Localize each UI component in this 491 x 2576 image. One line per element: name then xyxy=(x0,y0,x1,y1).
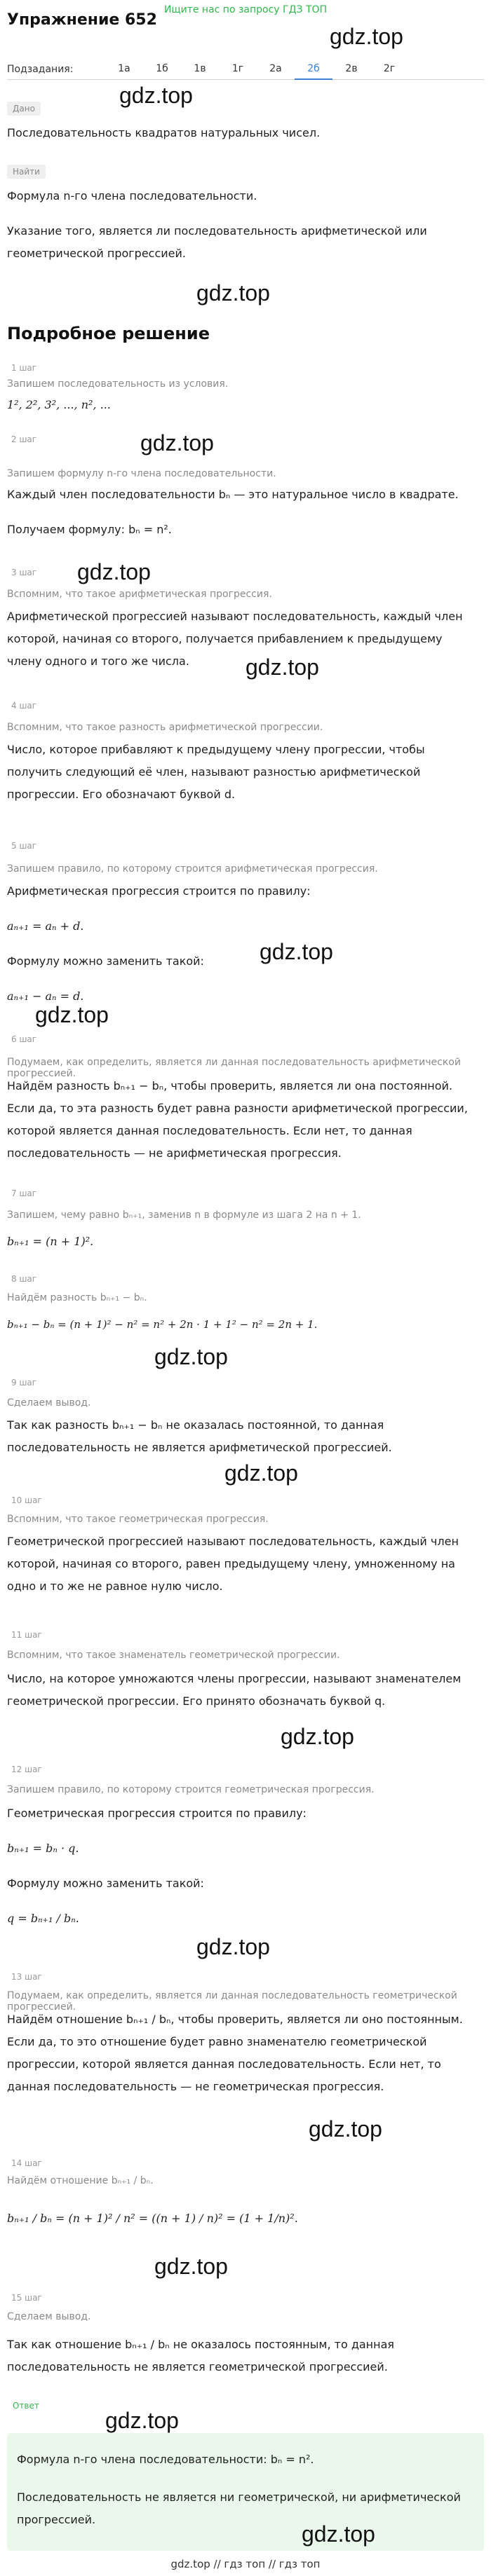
step-note: Запишем правило, по которому строится геометрическая прогрессия. xyxy=(7,1784,375,1795)
step-body: bₙ₊₁ − bₙ = (n + 1)² − n² = n² + 2n · 1 + 1² − n² = 2n + 1. xyxy=(7,1318,318,1331)
step-note: Запишем последовательность из условия. xyxy=(7,378,229,390)
step-number: 5 шаг xyxy=(11,841,37,851)
step-number: 9 шаг xyxy=(11,1378,37,1388)
given-text: Последовательность квадратов натуральных чисел. xyxy=(7,126,321,139)
watermark: gdz.top xyxy=(260,939,333,964)
step-body: Формулу можно заменить такой: xyxy=(7,954,204,968)
step-body: Найдём отношение bₙ₊₁ / bₙ, чтобы проверить, является ли оно постоянным. Если да, то это отношение будет равно знаменателю геометрической прогрессии, которой является данная последовательность. Если нет, то данная последовательность — не геометрическая прогрессия. xyxy=(7,2013,463,2093)
step-body: aₙ₊₁ − aₙ = d. xyxy=(7,989,84,1003)
step-body: 1², 2², 3², ..., n², ... xyxy=(7,398,111,411)
step-note: Подумаем, как определить, является ли данная последовательность арифметической прогрессией. xyxy=(7,1057,461,1079)
step-note: Найдём отношение bₙ₊₁ / bₙ. xyxy=(7,2175,154,2186)
step-note: Вспомним, что такое геометрическая прогрессия. xyxy=(7,1514,269,1525)
watermark: gdz.top xyxy=(154,2254,228,2279)
step-body: Арифметической прогрессией называют последовательность, каждый член которой, начиная со второго, получается прибавлением к предыдущему члену одного и того же числа. xyxy=(7,610,463,668)
step-number: 8 шаг xyxy=(11,1274,37,1284)
watermark: gdz.top xyxy=(35,1002,109,1027)
watermark: gdz.top xyxy=(140,430,214,455)
watermark: gdz.top xyxy=(196,280,270,306)
step-body: Каждый член последовательности bₙ — это натуральное число в квадрате. xyxy=(7,488,459,501)
step-body: Число, на которое умножаются члены прогрессии, называют знаменателем геометрической прогрессии. Его принято обозначать буквой q. xyxy=(7,1672,462,1708)
step-body: Геометрическая прогрессия строится по правилу: xyxy=(7,1807,307,1820)
step-note: Запишем формулу n-го члена последовательности. xyxy=(7,468,276,479)
step-body: bₙ₊₁ / bₙ = (n + 1)² / n² = ((n + 1) / n)² = (1 + 1/n)². xyxy=(7,2212,298,2225)
step-body: aₙ₊₁ = aₙ + d. xyxy=(7,919,84,933)
tab-2v[interactable]: 2в xyxy=(345,62,358,74)
solution-title: Подробное решение xyxy=(7,324,210,343)
step-note: Сделаем вывод. xyxy=(7,1397,91,1409)
subtask-tabs xyxy=(7,59,484,80)
step-number: 14 шаг xyxy=(11,2158,42,2168)
step-note: Запишем, чему равно bₙ₊₁, заменив n в формуле из шага 2 на n + 1. xyxy=(7,1210,361,1221)
step-note: Найдём разность bₙ₊₁ − bₙ. xyxy=(7,1292,147,1303)
step-number: 12 шаг xyxy=(11,1765,42,1774)
step-note: Запишем правило, по которому строится арифметическая прогрессия. xyxy=(7,863,378,875)
watermark: gdz.top xyxy=(302,2521,375,2547)
step-body: Получаем формулу: bₙ = n². xyxy=(7,523,172,536)
tab-1v[interactable]: 1в xyxy=(194,62,206,74)
given-label: Дано xyxy=(7,104,41,114)
step-note: Вспомним, что такое знаменатель геометрической прогрессии. xyxy=(7,1650,340,1661)
tab-1g[interactable]: 1г xyxy=(231,62,244,74)
step-note: Сделаем вывод. xyxy=(7,2311,91,2322)
watermark: gdz.top xyxy=(330,24,403,49)
watermark: gdz.top xyxy=(196,1934,270,1959)
step-number: 10 шаг xyxy=(11,1495,42,1505)
watermark: gdz.top xyxy=(105,2408,179,2433)
tab-2g[interactable]: 2г xyxy=(383,62,396,74)
tab-1b[interactable]: 1б xyxy=(156,62,168,74)
watermark: gdz.top xyxy=(246,655,319,680)
step-note: Вспомним, что такое разность арифметической прогрессии. xyxy=(7,722,323,733)
watermark: gdz.top xyxy=(119,83,193,108)
watermark: gdz.top xyxy=(154,1344,228,1369)
tab-1a[interactable]: 1а xyxy=(118,62,130,74)
step-number: 6 шаг xyxy=(11,1034,37,1044)
answer-line-1: Формула n-го члена последовательности: bₙ = n². xyxy=(17,2453,314,2466)
step-number: 11 шаг xyxy=(11,1630,42,1640)
footer-links[interactable]: gdz.top // гдз топ // гдз топ xyxy=(170,2558,321,2570)
answer-label: Ответ xyxy=(13,2401,39,2411)
step-body: Найдём разность bₙ₊₁ − bₙ, чтобы проверить, является ли она постоянной. Если да, то эта разность будет равна разности арифметической прогрессии, которой является данная последовательность. Если нет, то данная последовательность — не арифметическая прогрессия. xyxy=(7,1079,468,1160)
watermark: gdz.top xyxy=(224,1460,298,1486)
step-number: 7 шаг xyxy=(11,1188,37,1198)
find-line-2: Указание того, является ли последовательность арифметической или геометрической прогрессией. xyxy=(7,224,427,260)
step-number: 13 шаг xyxy=(11,1972,42,1982)
subtasks-label: Подзадания: xyxy=(7,63,74,75)
top-banner[interactable]: Ищите нас по запросу ГДЗ ТОП xyxy=(163,4,328,15)
step-body: q = bₙ₊₁ / bₙ. xyxy=(7,1912,79,1925)
tab-2a[interactable]: 2а xyxy=(269,62,282,74)
step-body: bₙ₊₁ = (n + 1)². xyxy=(7,1235,94,1248)
watermark: gdz.top xyxy=(281,1724,354,1749)
tab-2b[interactable]: 2б xyxy=(295,59,332,80)
step-number: 3 шаг xyxy=(11,568,37,577)
step-body: Так как отношение bₙ₊₁ / bₙ не оказалось постоянным, то данная последовательность не является геометрической прогрессией. xyxy=(7,2338,395,2373)
find-line-1: Формула n-го члена последовательности. xyxy=(7,189,257,203)
step-body: Число, которое прибавляют к предыдущему члену прогрессии, чтобы получить следующий её член, называют разностью арифметической прогрессии. Его обозначают буквой d. xyxy=(7,743,425,801)
step-number: 15 шаг xyxy=(11,2293,42,2303)
step-body: Арифметическая прогрессия строится по правилу: xyxy=(7,884,311,898)
page-title: Упражнение 652 xyxy=(7,11,157,29)
watermark: gdz.top xyxy=(77,559,151,584)
find-label: Найти xyxy=(7,167,46,177)
step-body: Так как разность bₙ₊₁ − bₙ не оказалась постоянной, то данная последовательность не является арифметической прогрессией. xyxy=(7,1418,392,1454)
step-note: Вспомним, что такое арифметическая прогрессия. xyxy=(7,589,272,600)
step-body: bₙ₊₁ = bₙ · q. xyxy=(7,1842,79,1855)
step-body: Формулу можно заменить такой: xyxy=(7,1877,204,1890)
step-number: 4 шаг xyxy=(11,701,37,711)
step-number: 2 шаг xyxy=(11,434,37,444)
step-note: Подумаем, как определить, является ли данная последовательность геометрической прогрессией. xyxy=(7,1990,457,2013)
answer-line-2: Последовательность не является ни геометрической, ни арифметической прогрессией. xyxy=(17,2491,461,2526)
step-number: 1 шаг xyxy=(11,363,37,373)
step-body: Геометрической прогрессией называют последовательность, каждый член которой, начиная со второго, равен предыдущему члену, умноженному на одно и то же не равное нулю число. xyxy=(7,1535,459,1593)
watermark: gdz.top xyxy=(309,2116,382,2142)
